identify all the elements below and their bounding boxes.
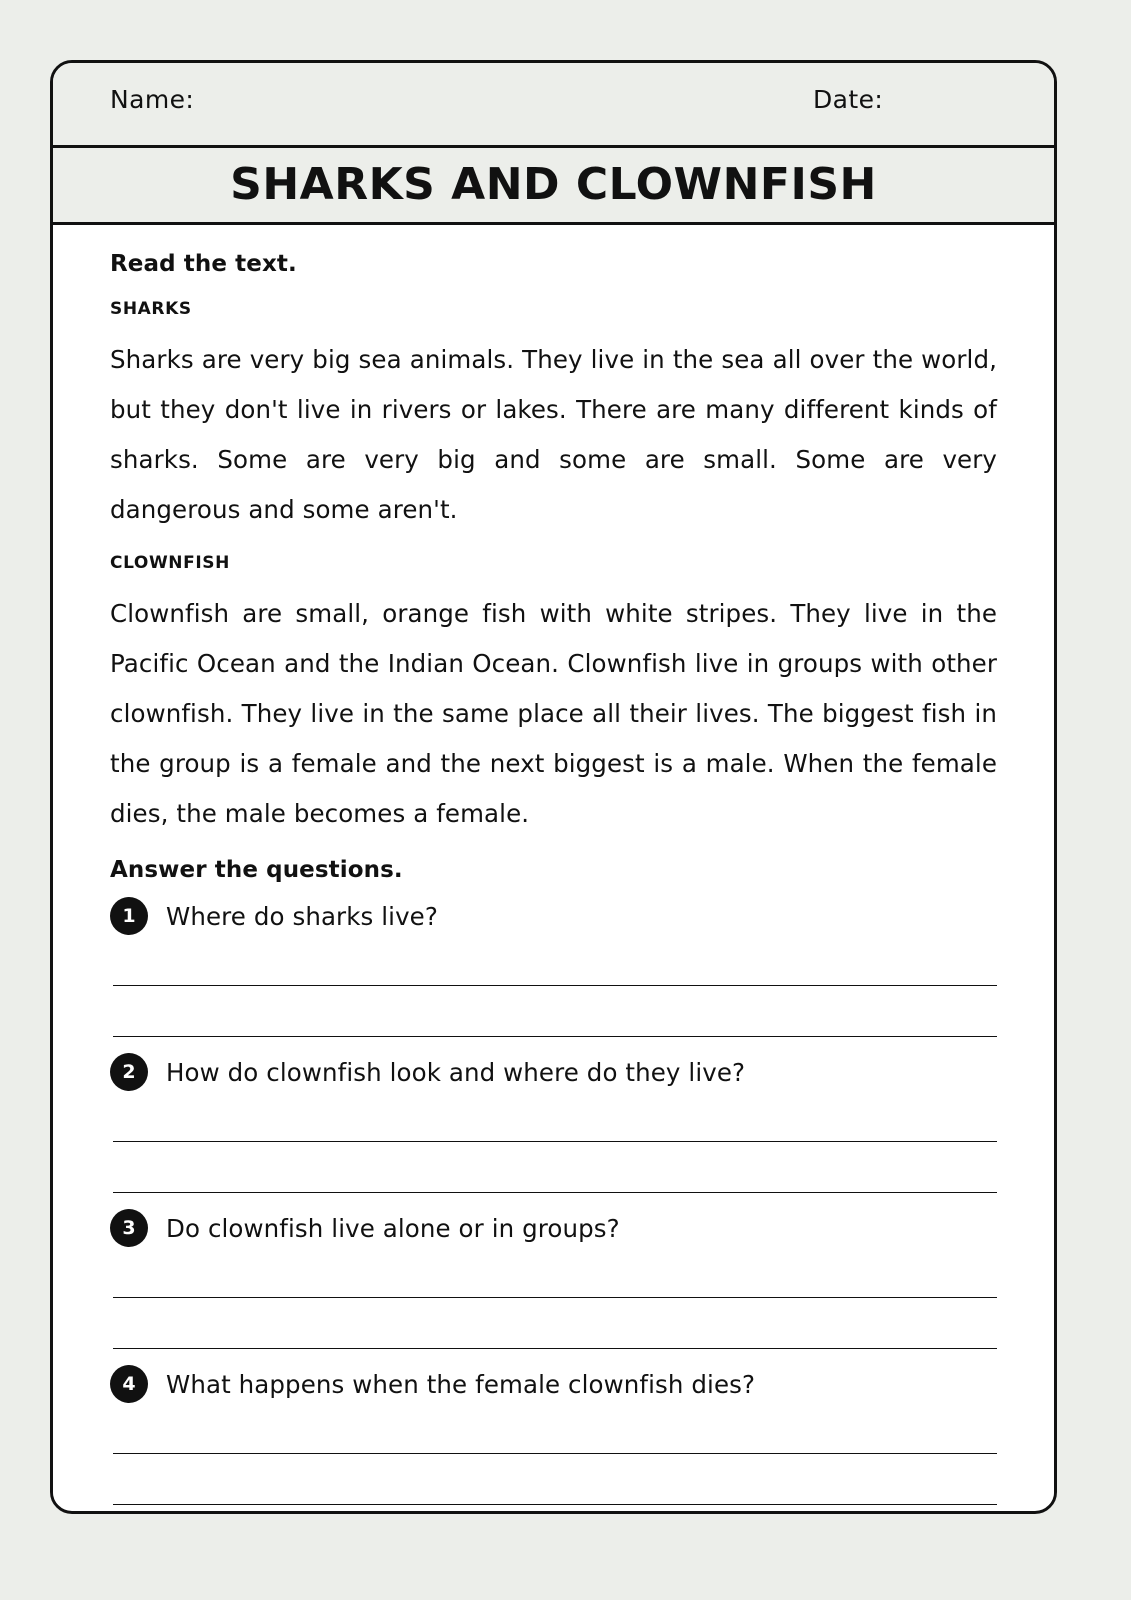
- answer-lines-3[interactable]: [110, 1267, 997, 1349]
- question-number-badge: 1: [110, 897, 148, 935]
- section-text-clownfish: Clownfish are small, orange fish with white stripes. They live in the Pacific Ocean and the Indian Ocean. Clownfish live in groups with other clownfish. They live in the same place all their lives. The biggest fish in the group is a female and the next biggest is a male. When the female dies, the male becomes a female.: [110, 599, 997, 828]
- question-text: What happens when the female clownfish dies?: [166, 1369, 756, 1399]
- question-block: [110, 897, 997, 1037]
- answer-line[interactable]: [113, 986, 997, 1037]
- name-date-row: [53, 63, 1054, 145]
- section-heading-clownfish: CLOWNFISH: [110, 553, 230, 573]
- question-2: [110, 1053, 997, 1091]
- question-block: [110, 1209, 997, 1349]
- answer-line[interactable]: [113, 1454, 997, 1505]
- question-text: Do clownfish live alone or in groups?: [166, 1213, 620, 1243]
- answer-lines-1[interactable]: [110, 955, 997, 1037]
- worksheet-page: [50, 60, 1057, 1514]
- answer-line[interactable]: [113, 1298, 997, 1349]
- answer-instruction: Answer the questions.: [110, 857, 403, 883]
- question-number-badge: 4: [110, 1365, 148, 1403]
- answer-line[interactable]: [113, 955, 997, 986]
- question-number-badge: 2: [110, 1053, 148, 1091]
- section-heading-sharks: SHARKS: [110, 299, 192, 319]
- question-text: Where do sharks live?: [166, 901, 438, 931]
- question-1: [110, 897, 997, 935]
- answer-line[interactable]: [113, 1423, 997, 1454]
- page-title: SHARKS AND CLOWNFISH: [230, 159, 877, 210]
- question-block: [110, 1053, 997, 1193]
- answer-lines-2[interactable]: [110, 1111, 997, 1193]
- section-text-sharks: Sharks are very big sea animals. They live in the sea all over the world, but they don't live in rivers or lakes. There are many different kinds of sharks. Some are very big and some are small. Some are very dangerous and some aren't.: [110, 345, 997, 524]
- worksheet-content: [53, 225, 1054, 1505]
- answer-line[interactable]: [113, 1267, 997, 1298]
- date-label: Date:: [813, 85, 884, 114]
- answer-lines-4[interactable]: [110, 1423, 997, 1505]
- question-number-badge: 3: [110, 1209, 148, 1247]
- name-label: Name:: [110, 85, 195, 114]
- question-block: [110, 1365, 997, 1505]
- question-text: How do clownfish look and where do they live?: [166, 1057, 746, 1087]
- answer-line[interactable]: [113, 1142, 997, 1193]
- read-instruction: Read the text.: [110, 251, 297, 277]
- answer-line[interactable]: [113, 1111, 997, 1142]
- question-4: [110, 1365, 997, 1403]
- title-band: [50, 145, 1057, 225]
- question-3: [110, 1209, 997, 1247]
